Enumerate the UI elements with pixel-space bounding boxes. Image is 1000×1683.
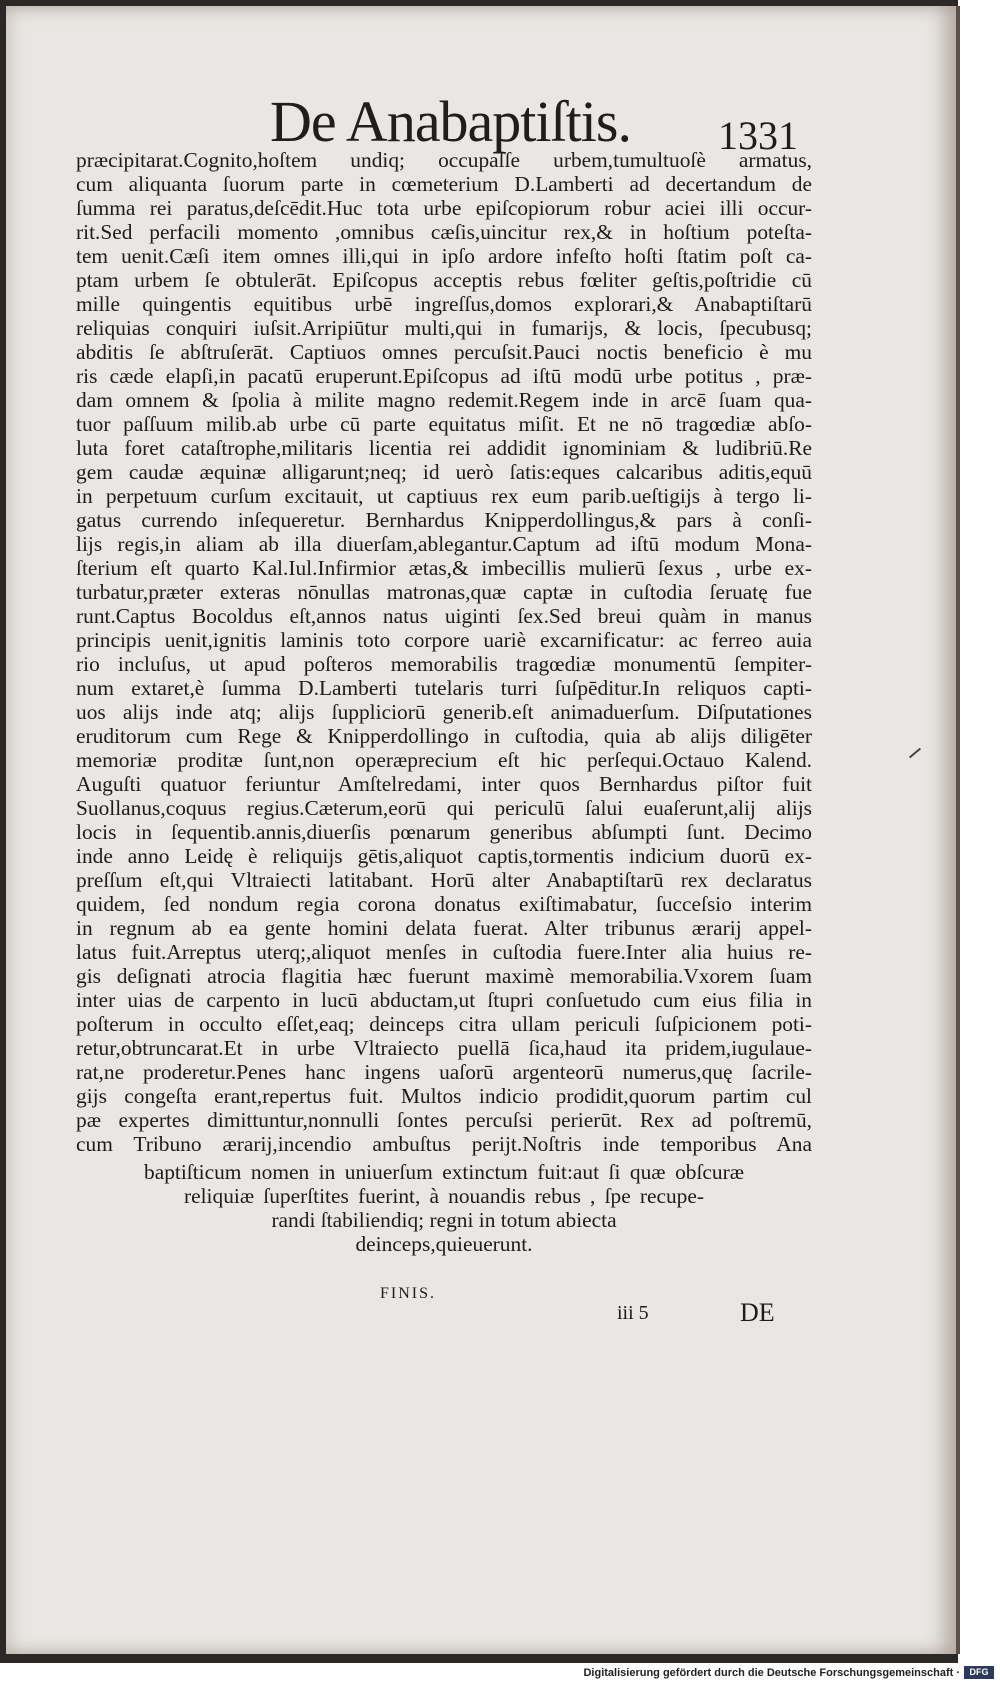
text-line: memoriæ proditæ ſunt,non operæprecium eſt hic perſequi.Octauo Kalend. xyxy=(76,748,812,772)
text-line: ptam urbem ſe obtulerāt. Epiſcopus acceptis rebus fœliter geſtis,poſtridie cū xyxy=(76,268,812,292)
closing-taper-text xyxy=(76,1160,812,1256)
text-line: latus fuit.Arreptus uterq;,aliquot menſes in cuſtodia fuere.Inter alia huius re- xyxy=(76,940,812,964)
text-line: cum Tribuno ærarij,incendio ambuſtus perijt.Noſtris inde temporibus Ana xyxy=(76,1132,812,1156)
taper-line: reliquiæ ſuperſtites fuerint, à nouandis rebus , ſpe recupe- xyxy=(184,1184,704,1208)
text-line: in perpetuum curſum excitauit, ut captiuus rex eum parib.ueſtigijs à tergo li- xyxy=(76,484,812,508)
text-line: Auguſti quatuor feriuntur Amſtelredami, inter quos Bernhardus piſtor fuit xyxy=(76,772,812,796)
text-line: retur,obtruncarat.Et in urbe Vltraiecto puellā ſica,haud ita pridem,iugulaue- xyxy=(76,1036,812,1060)
text-line: quidem, ſed nondum regia corona donatus exiſtimabatur, ſucceſsio interim xyxy=(76,892,812,916)
text-line: ſterium eſt quarto Kal.Iul.Infirmior ætas,& imbecillis mulierū ſexus , urbe ex- xyxy=(76,556,812,580)
text-line: num extaret,è ſumma D.Lamberti tutelaris turri ſuſpēditur.In reliquos capti- xyxy=(76,676,812,700)
text-line: tem uenit.Cæſi item omnes illi,qui in ipſo ardore infeſto hoſti ſtatim poſt ca- xyxy=(76,244,812,268)
text-line: inde anno Leidę è reliquijs gētis,aliquot captis,tormentis indicium duorū ex- xyxy=(76,844,812,868)
signature-mark: iii 5 xyxy=(617,1302,649,1324)
text-line: gis deſignati atrocia flagitia hæc fuerunt maximè memorabilia.Vxorem ſuam xyxy=(76,964,812,988)
text-line: tuor paſſuum milib.ab urbe cū parte equitatus miſit. Et ne nō tragœdiæ abſo- xyxy=(76,412,812,436)
text-line: præcipitarat.Cognito,hoſtem undiq; occupaſſe urbem,tumultuoſè armatus, xyxy=(76,148,812,172)
running-header-title: De Anabaptiſtis. xyxy=(270,89,631,154)
text-line: eruditorum cum Rege & Knipperdollingo in cuſtodia, quia ab alijs diligēter xyxy=(76,724,812,748)
text-line: in regnum ab ea gente homini delata fuerat. Alter tribunus ærarij appel- xyxy=(76,916,812,940)
text-line: Suollanus,coquus regius.Cæterum,eorū qui periculū ſalui euaſerunt,alij alijs xyxy=(76,796,812,820)
text-line: locis in ſequentib.annis,diuerſis pœnarum generibus abſumpti ſunt. Decimo xyxy=(76,820,812,844)
text-line: ſumma rei paratus,deſcēdit.Huc tota urbe epiſcopiorum robur aciei illi occur- xyxy=(76,196,812,220)
text-line: pæ expertes dimittuntur,nonnulli ſontes percuſsi perierūt. Rex ad poſtremū, xyxy=(76,1108,812,1132)
footer-credit: Digitalisierung gefördert durch die Deutsche Forschungsgemeinschaft · xyxy=(583,1667,960,1679)
taper-line: baptiſticum nomen in uniuerſum extinctum fuit:aut ſi quæ obſcuræ xyxy=(144,1160,744,1184)
text-line: preſſum eſt,qui Vltraiecti latitabant. Horū alter Anabaptiſtarū rex declaratus xyxy=(76,868,812,892)
text-line: gatus currendo inſequeretur. Bernhardus Knipperdollingus,& pars à conſi- xyxy=(76,508,812,532)
text-line: turbatur,præter exteras nōnullas matronas,quæ captæ in cuſtodia ſeruatę fue xyxy=(76,580,812,604)
text-line: rit.Sed perfacili momento ,omnibus cæſis,uincitur rex,& in hoſtium poteſta- xyxy=(76,220,812,244)
page-number: 1331 xyxy=(718,113,798,158)
text-line: runt.Captus Bocoldus eſt,annos natus uiginti ſex.Sed breui quàm in manus xyxy=(76,604,812,628)
text-line: lijs regis,in aliam ab illa diuerſam,ablegantur.Captum ad iſtū modum Mona- xyxy=(76,532,812,556)
text-line: mille quingentis equitibus urbē ingreſſus,domos explorari,& Anabaptiſtarū xyxy=(76,292,812,316)
taper-line: deinceps,quieuerunt. xyxy=(355,1232,533,1256)
dfg-logo: DFG xyxy=(964,1666,994,1679)
text-line: abditis ſe abſtruſerāt. Captiuos omnes percuſsit.Pauci noctis beneficio è mu xyxy=(76,340,812,364)
finis-label: FINIS. xyxy=(380,1285,437,1302)
text-line: rio incluſus, ut apud poſteros memorabilis tragœdiæ monumentū ſempiter- xyxy=(76,652,812,676)
text-line: dam omnem & ſpolia à milite magno redemit.Regem inde in arcē ſuam qua- xyxy=(76,388,812,412)
text-line: gem caudæ æquinæ alligarunt;neq; id uerò ſatis:eques calcaribus aditis,equū xyxy=(76,460,812,484)
text-line: inter uias de carpento in lucū abductam,ut ſtupri conſuetudo cum eius filia in xyxy=(76,988,812,1012)
body-text xyxy=(76,148,812,1156)
catchword: DE xyxy=(740,1298,775,1327)
text-line: ris cæde elapſi,in pacatū eruperunt.Epiſcopus ad iſtū modū urbe potitus , præ- xyxy=(76,364,812,388)
taper-line: randi ſtabiliendiq; regni in totum abiecta xyxy=(271,1208,617,1232)
text-line: cum aliquanta ſuorum parte in cœmeterium D.Lamberti ad decertandum de xyxy=(76,172,812,196)
text-line: uos alijs inde atq; alijs ſuppliciorū generib.eſt animaduerſum. Diſputationes xyxy=(76,700,812,724)
text-line: principis uenit,ignitis laminis toto corpore uariè excarnificatur: ac ferreo auia xyxy=(76,628,812,652)
text-line: poſterum in occulto eſſet,eaq; deinceps citra ullam periculi ſuſpicionem poti- xyxy=(76,1012,812,1036)
text-line: gijs congeſta erant,repertus fuit. Multos indicio prodidit,quorum partim cul xyxy=(76,1084,812,1108)
text-line: luta foret cataſtrophe,militaris licentia rei addidit ignominiam & ludibriū.Re xyxy=(76,436,812,460)
text-line: reliquias conquiri iuſsit.Arripiūtur multi,qui in fumarijs, & locis, ſpecubusq; xyxy=(76,316,812,340)
text-line: rat,ne proderetur.Penes hanc ingens uaſorū argenteorū numerus,quę ſacrile- xyxy=(76,1060,812,1084)
